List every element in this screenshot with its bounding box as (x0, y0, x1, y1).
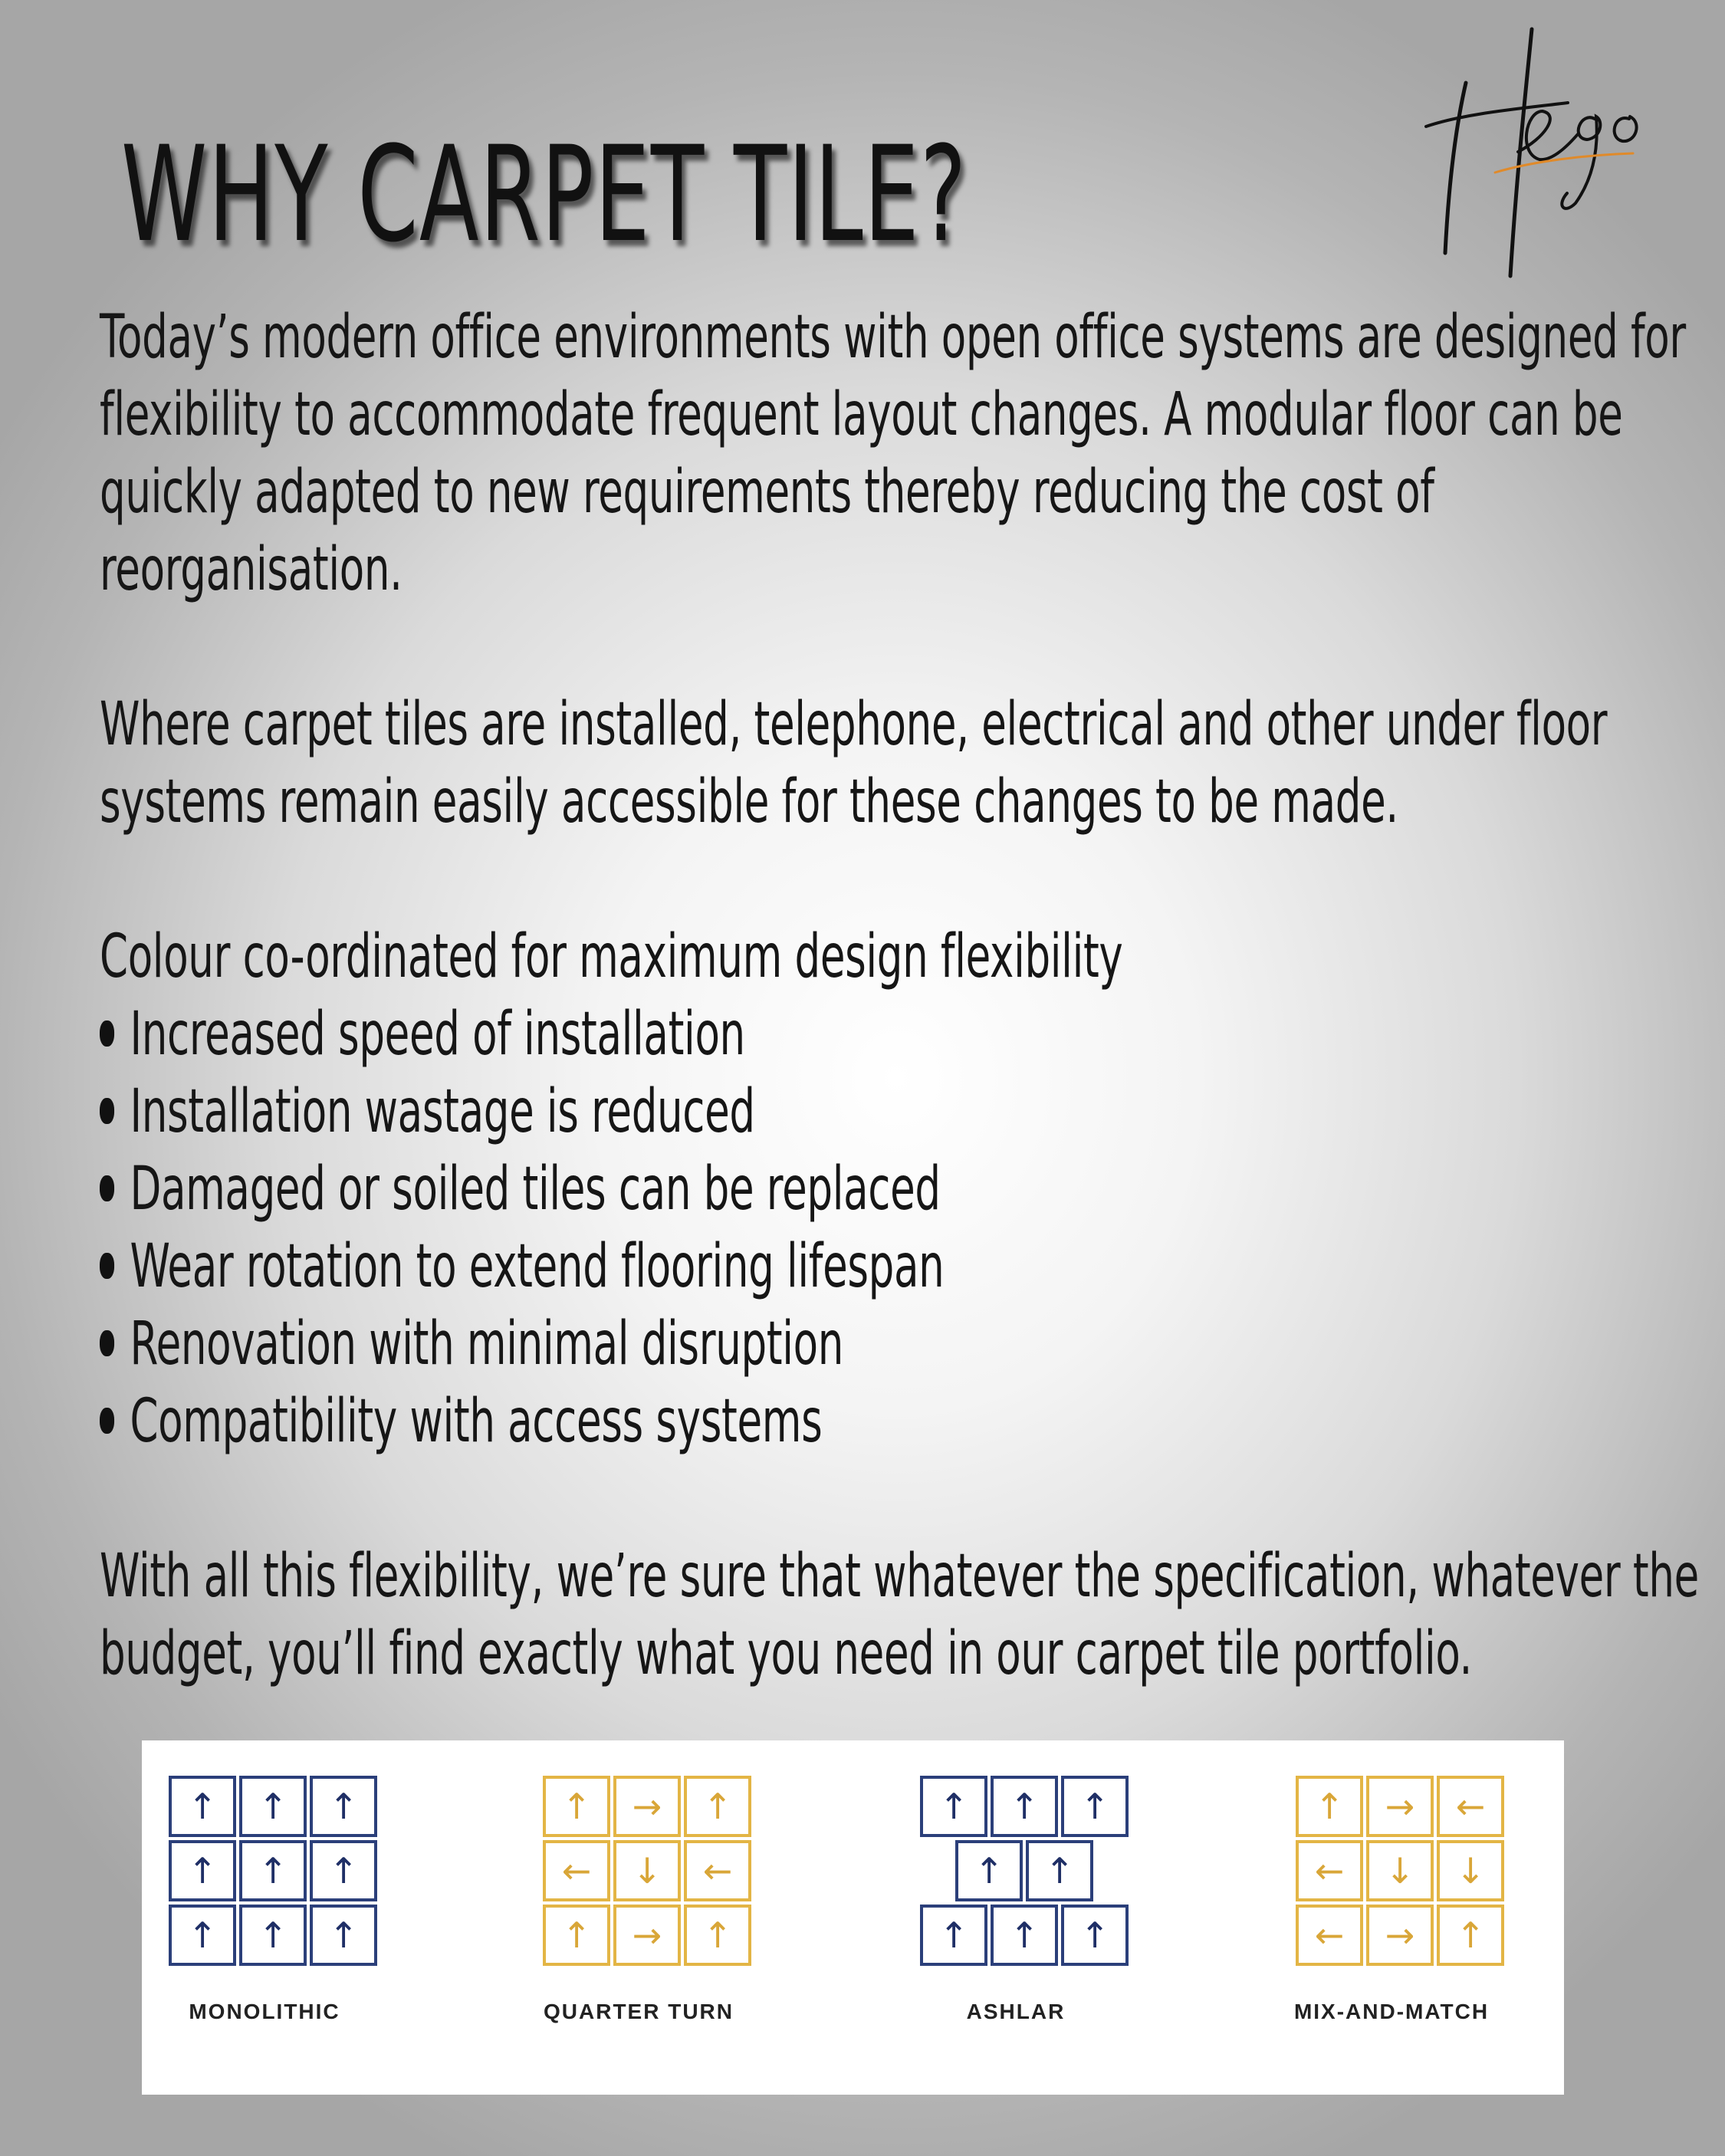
tile-arrow: ↑ (955, 1840, 1023, 1901)
tile-arrow: ↓ (1437, 1840, 1504, 1901)
tile-arrow: ↓ (613, 1840, 681, 1901)
pattern-monolithic (142, 1740, 387, 2095)
bullet-icon (100, 1020, 114, 1047)
tile-arrow: ↑ (310, 1776, 377, 1837)
pattern-mix-and-match (1269, 1740, 1514, 2095)
tile-arrow: ← (1296, 1840, 1363, 1901)
list-heading: Colour co-ordinated for maximum design flexibility (100, 922, 1123, 991)
pattern-label: ASHLAR (966, 2000, 1066, 2023)
pattern-ashlar (893, 1740, 1138, 2095)
list-item: Increased speed of installation (100, 996, 1716, 1073)
tile-arrow: ← (1437, 1776, 1504, 1837)
installation-patterns-panel (142, 1740, 1564, 2095)
page-title: WHY CARPET TILE? (121, 117, 968, 271)
tile-arrow: ↑ (920, 1905, 987, 1966)
tile-arrow: → (613, 1905, 681, 1966)
tile-arrow: ↑ (1061, 1905, 1129, 1966)
pattern-label: MIX-AND-MATCH (1293, 2000, 1490, 2023)
tile-arrow: ↑ (1437, 1905, 1504, 1966)
tile-arrow: → (613, 1776, 681, 1837)
tile-arrow: → (1366, 1776, 1434, 1837)
tile-arrow: ← (543, 1840, 610, 1901)
tile-arrow: ↑ (239, 1840, 307, 1901)
tile-arrow: ↑ (543, 1776, 610, 1837)
tile-arrow: ↑ (1296, 1776, 1363, 1837)
tile-arrow: ↑ (1061, 1776, 1129, 1837)
pattern-label: MONOLITHIC (189, 2000, 340, 2023)
tile-arrow: ↑ (684, 1776, 751, 1837)
tile-arrow: ↑ (991, 1776, 1058, 1837)
list-item: Installation wastage is reduced (100, 1073, 1716, 1151)
tile-arrow: ↑ (920, 1776, 987, 1837)
access-paragraph: Where carpet tiles are installed, telephone, electrical and other under floor systems remain easily accessible for these changes to be made. (100, 690, 1608, 836)
bullet-icon (100, 1253, 114, 1279)
tile-arrow: ↑ (169, 1905, 236, 1966)
tile-arrow: ↑ (310, 1840, 377, 1901)
tile-arrow: ↑ (991, 1905, 1058, 1966)
body-text (100, 299, 1716, 1693)
bullet-icon (100, 1330, 114, 1356)
tile-arrow: ← (1296, 1905, 1363, 1966)
hego-logo (1403, 23, 1656, 284)
bullet-icon (100, 1175, 114, 1201)
list-item: Wear rotation to extend flooring lifespan (100, 1228, 1716, 1306)
tile-arrow: ↑ (543, 1905, 610, 1966)
tile-arrow: ↑ (310, 1905, 377, 1966)
tile-arrow: ↑ (239, 1905, 307, 1966)
tile-arrow: ↑ (684, 1905, 751, 1966)
pattern-label: QUARTER TURN (544, 2000, 734, 2023)
intro-paragraph: Today’s modern office environments with open office systems are designed for flexibility to accommodate frequent layout changes. A modular floor can be quickly adapted to new requirements thereby reducing the cost of reorganisation. (100, 303, 1686, 604)
tile-arrow: ↑ (239, 1776, 307, 1837)
tile-arrow: ↑ (1026, 1840, 1093, 1901)
closing-paragraph: With all this flexibility, we’re sure that whatever the specification, whatever the budget, you’ll find exactly what you need in our carpet tile portfolio. (100, 1542, 1699, 1688)
bullet-icon (100, 1098, 114, 1124)
list-item: Renovation with minimal disruption (100, 1306, 1716, 1383)
tile-arrow: ↑ (169, 1840, 236, 1901)
pattern-quarter-turn (516, 1740, 761, 2095)
tile-arrow: ↓ (1366, 1840, 1434, 1901)
bullet-icon (100, 1408, 114, 1434)
list-item: Compatibility with access systems (100, 1383, 1716, 1461)
benefits-list (100, 996, 1716, 1461)
list-item: Damaged or soiled tiles can be replaced (100, 1151, 1716, 1228)
tile-arrow: ← (684, 1840, 751, 1901)
tile-arrow: ↑ (169, 1776, 236, 1837)
tile-arrow: → (1366, 1905, 1434, 1966)
